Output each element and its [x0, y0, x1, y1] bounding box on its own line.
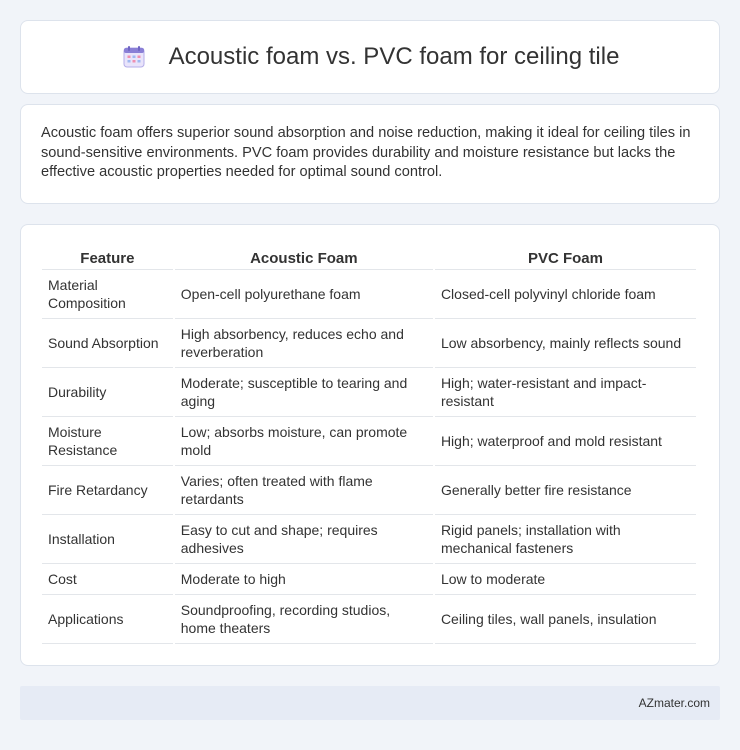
table-row [42, 368, 696, 417]
header-acoustic-foam: Acoustic Foam [175, 245, 433, 270]
acoustic-foam-cell: High absorbency, reduces echo and reverberation [175, 319, 433, 368]
feature-cell: Durability [42, 368, 173, 417]
pvc-foam-cell: Ceiling tiles, wall panels, insulation [435, 595, 696, 644]
feature-cell: Installation [42, 515, 173, 564]
table-row [42, 466, 696, 515]
header-feature: Feature [42, 245, 173, 270]
table-row [42, 515, 696, 564]
summary-text: Acoustic foam offers superior sound absorption and noise reduction, making it ideal for ceiling tiles in sound-sensitive environments. PVC foam provides durability and moisture resistance but lacks the effective acoustic properties needed for optimal sound control. [41, 125, 691, 181]
acoustic-foam-cell: Easy to cut and shape; requires adhesives [175, 515, 433, 564]
pvc-foam-cell: Low to moderate [435, 564, 696, 595]
table-row [42, 319, 696, 368]
table-row [42, 595, 696, 644]
pvc-foam-cell: High; waterproof and mold resistant [435, 417, 696, 466]
comparison-table-card [20, 224, 720, 666]
header-pvc-foam: PVC Foam [435, 245, 696, 270]
table-header-row [42, 245, 696, 270]
table-row [42, 270, 696, 319]
table-row [42, 564, 696, 595]
table-row [42, 417, 696, 466]
footer [20, 686, 720, 720]
summary-card [20, 104, 720, 204]
feature-cell: Sound Absorption [42, 319, 173, 368]
feature-cell: Applications [42, 595, 173, 644]
footer-site-link[interactable]: AZmater.com [638, 696, 710, 710]
pvc-foam-cell: High; water-resistant and impact-resistant [435, 368, 696, 417]
pvc-foam-cell: Rigid panels; installation with mechanical fasteners [435, 515, 696, 564]
feature-cell: Moisture Resistance [42, 417, 173, 466]
acoustic-foam-cell: Soundproofing, recording studios, home theaters [175, 595, 433, 644]
feature-cell: Cost [42, 564, 173, 595]
title-wrap [121, 43, 620, 71]
acoustic-foam-cell: Open-cell polyurethane foam [175, 270, 433, 319]
page-title: Acoustic foam vs. PVC foam for ceiling tile [168, 43, 620, 70]
feature-cell: Fire Retardancy [42, 466, 173, 515]
pvc-foam-cell: Low absorbency, mainly reflects sound [435, 319, 696, 368]
title-card [20, 20, 720, 94]
acoustic-foam-cell: Moderate to high [175, 564, 433, 595]
pvc-foam-cell: Closed-cell polyvinyl chloride foam [435, 270, 696, 319]
calendar-icon [121, 44, 147, 70]
feature-cell: Material Composition [42, 270, 173, 319]
pvc-foam-cell: Generally better fire resistance [435, 466, 696, 515]
acoustic-foam-cell: Low; absorbs moisture, can promote mold [175, 417, 433, 466]
acoustic-foam-cell: Moderate; susceptible to tearing and aging [175, 368, 433, 417]
acoustic-foam-cell: Varies; often treated with flame retardants [175, 466, 433, 515]
comparison-table [40, 245, 698, 644]
